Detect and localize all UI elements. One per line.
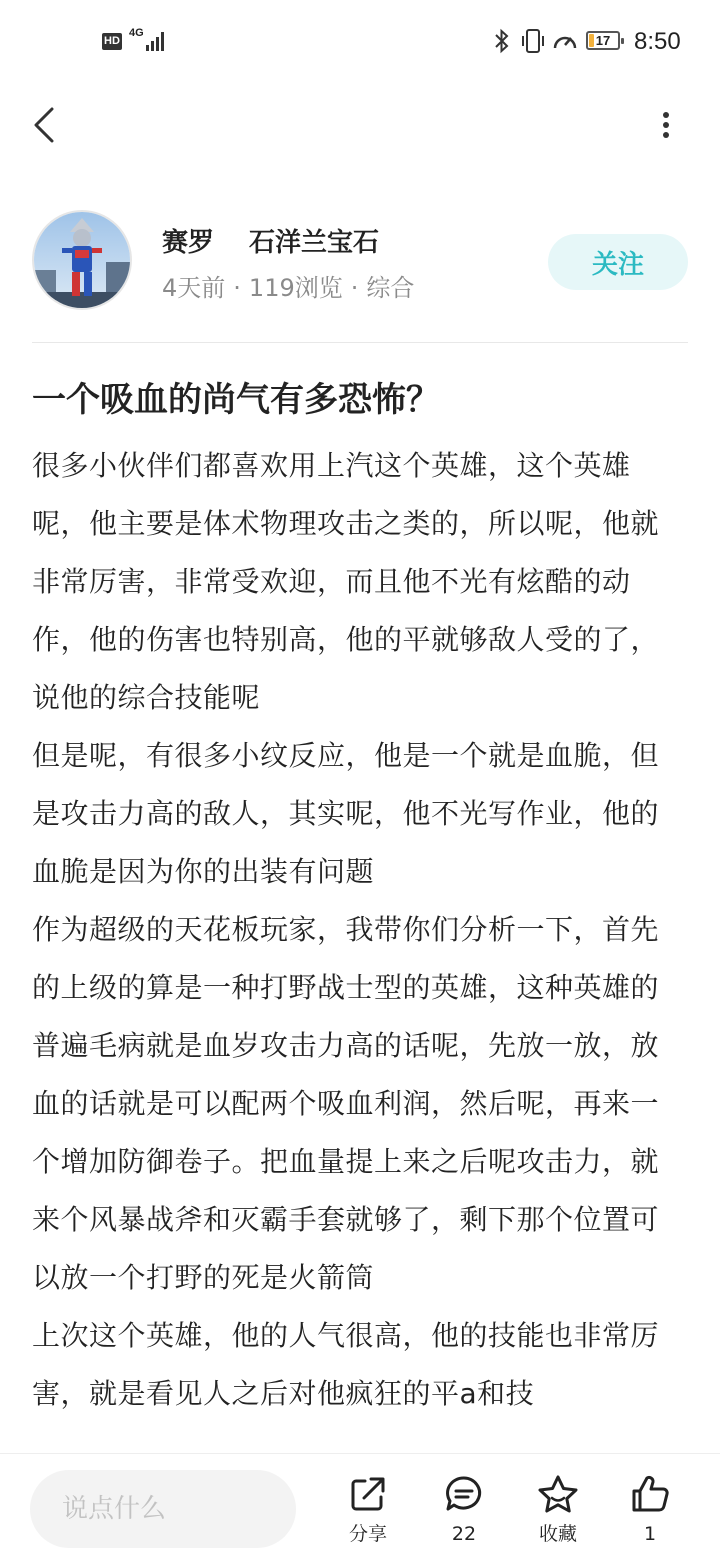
bluetooth-icon	[493, 28, 511, 54]
hd-badge: HD	[102, 33, 122, 50]
comment-input[interactable]: 说点什么	[30, 1470, 296, 1548]
comment-button[interactable]	[424, 1470, 504, 1554]
comment-count: 22	[451, 1523, 477, 1545]
avatar[interactable]	[32, 210, 132, 310]
post-body	[32, 437, 676, 1453]
meta-separator: ·	[350, 274, 359, 302]
author-header	[32, 210, 688, 320]
post-title: 一个吸血的尚气有多恐怖？	[32, 380, 440, 420]
post-paragraph: 作为超级的天花板玩家，我带你们分析一下，首先的上级的算是一种打野战士型的英雄，这种英雄的普遍毛病就是血岁攻击力高的话呢，先放一放，放血的话就是可以配两个吸血利润，然后呢，再来一个增加防御卷子。把血量提上来之后呢攻击力，就来个风暴战斧和灭霸手套就够了，剩下那个位置可以放一个打野的死是火箭筒	[32, 913, 660, 1294]
meta-separator: ·	[233, 274, 241, 302]
back-button[interactable]	[22, 100, 66, 150]
status-bar	[0, 0, 720, 84]
post-time: 4天前	[162, 274, 226, 302]
post-paragraph: 但是呢，有很多小纹反应，他是一个就是血脆，但是攻击力高的敌人，其实呢，他不光写作业，他的血脆是因为你的出装有问题	[32, 739, 660, 888]
post-paragraph: 很多小伙伴们都喜欢用上汽这个英雄，这个英雄呢，他主要是体术物理攻击之类的，所以呢，他就非常厉害，非常受欢迎，而且他不光有炫酷的动作，他的伤害也特别高，他的平就够敌人受的了，说他的综合技能呢	[32, 449, 660, 714]
post-meta	[162, 271, 414, 305]
avatar-image	[34, 212, 130, 308]
battery-indicator	[586, 31, 620, 50]
share-icon	[348, 1474, 388, 1514]
post-paragraph: 上次这个英雄，他的人气很高，他的技能也非常厉害，就是看见人之后对他疯狂的平a和技	[32, 1319, 660, 1410]
favorite-button[interactable]	[518, 1470, 598, 1554]
network-type: 4G	[129, 27, 144, 39]
follow-button[interactable]: 关注	[548, 234, 688, 290]
data-saver-icon	[552, 30, 578, 52]
more-button[interactable]	[648, 102, 684, 148]
divider	[32, 342, 688, 343]
like-button[interactable]	[610, 1470, 690, 1554]
signal-icon	[146, 31, 166, 51]
share-button[interactable]	[328, 1470, 408, 1554]
more-vertical-icon	[662, 111, 670, 139]
comment-icon	[444, 1474, 484, 1514]
battery-level: 17	[595, 33, 611, 48]
share-label: 分享	[348, 1523, 387, 1545]
vibrate-icon	[520, 29, 546, 53]
author-name[interactable]: 赛罗 石洋兰宝石	[162, 228, 380, 258]
star-icon	[537, 1474, 579, 1514]
thumbs-up-icon	[630, 1474, 670, 1514]
chevron-left-icon	[32, 105, 56, 145]
bottom-action-bar	[0, 1453, 720, 1561]
top-nav	[0, 84, 720, 174]
view-count: 119浏览	[248, 274, 343, 302]
clock: 8:50	[634, 28, 681, 55]
post-category[interactable]: 综合	[366, 274, 415, 302]
favorite-label: 收藏	[538, 1523, 577, 1545]
like-count: 1	[643, 1523, 657, 1545]
